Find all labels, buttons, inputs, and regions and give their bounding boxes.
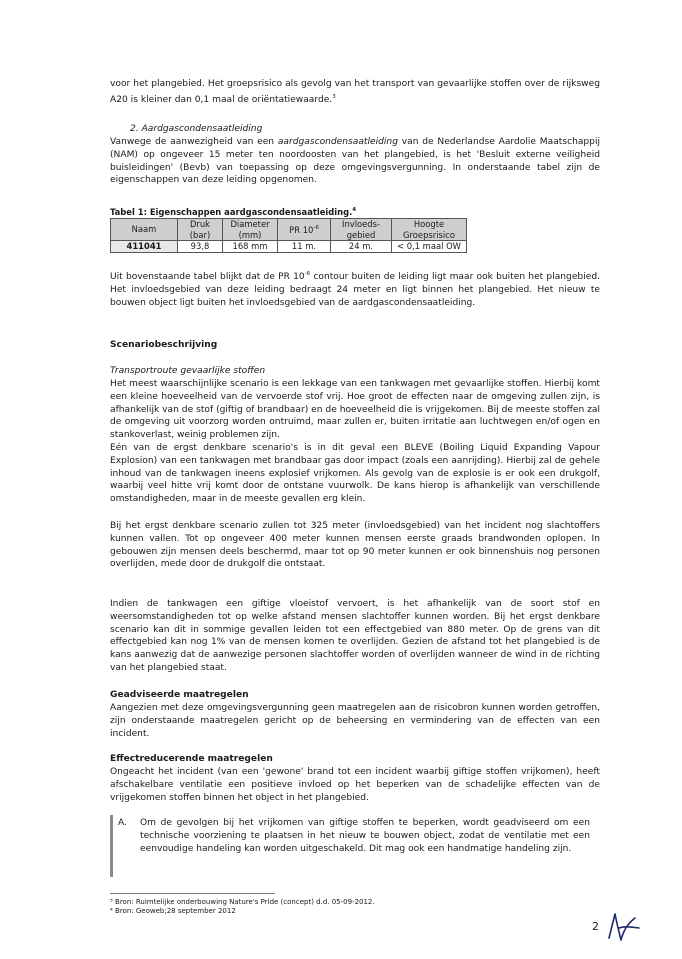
paragraph-pr-contour [110,268,600,309]
page-number: 2 [592,920,599,933]
cell-groepsrisico: < 0,1 maal OW [392,241,467,253]
caption-text: Tabel 1: Eigenschappen aardgascondensaatleiding. [110,207,353,217]
footnote-3: ³ Bron: Ruimtelijke onderbouwing Nature's Pride (concept) d.d. 05-09-2012. [110,898,375,906]
cell-invloedsgebied: 24 m. [331,241,392,253]
header-druk: Druk (bar) [178,219,223,241]
paragraph-ventilatie: Ongeacht het incident (van een 'gewone' brand tot een incident waarbij giftige stoffen vrijkomen), heeft afschakelbare ventilatie een positieve invloed op het beperken van de schadelijke effecten van de vrijgekomen stoffen binnen het object in het plangebied. [110,767,600,803]
scenario-heading: Scenariobeschrijving [110,340,218,350]
cell-pr: 11 m. [278,241,331,253]
footnote-4: ⁴ Bron: Geoweb;28 september 2012 [110,907,236,915]
table-caption [110,207,356,217]
paragraph-text: voor het plangebied. Het groepsrisico als gevolg van het transport van gevaarlijke stoffen over de rijksweg A20 is kleiner dan 0,1 maal de oriëntatiewaarde. [110,79,600,105]
paragraph-emphasis: aardgascondensaatleiding [277,137,398,147]
transport-heading: Transportroute gevaarlijke stoffen [110,366,266,376]
paragraph-text: van de Nederlandse Aardolie Maatschappij (NAM) op ongeveer 15 meter ten noordoosten van het plangebied, is het 'Besluit externe veiligheid buisleidingen' (Bevb) van toepassing op deze omgevingsvergunning. In onderstaande tabel zijn de eigenschappen van deze leiding opgenomen. [110,137,600,186]
list-bar [110,815,113,877]
properties-table [110,218,467,253]
header-naam: Naam [111,219,178,241]
superscript: -6 [304,271,311,277]
effectreducerend-heading: Effectreducerende maatregelen [110,754,273,764]
geadviseerde-heading: Geadviseerde maatregelen [110,690,249,700]
paragraph-aardgas [110,136,600,187]
paragraph-ergst: Bij het ergst denkbare scenario zullen tot 325 meter (invloedsgebied) van het incident nog slachtoffers kunnen vallen. Tot op ongeveer 400 meter kunnen mensen eerste graads brandwonden oplopen. In gebouwen zijn mensen deels beschermd, maar tot op 90 meter kunnen er ook binnenshuis nog personen overlijden, mede door de drukgolf die ontstaat. [110,521,600,570]
header-diameter: Diameter (mm) [223,219,278,241]
paragraph-bleve: Eén van de ergst denkbare scenario's is in dit geval een BLEVE (Boiling Liquid Expanding Vapour Explosion) van een tankwagen met brandbaar gas door impact (zoals een aanrijding). Hierbij zal de gehele inhoud van de tankwagen ineens explosief vrijkomen. Als gevolg van de explosie is er ook een drukgolf, waarbij veel hitte vrij komt door de ontstane vuurwolk. De kans hierop is afhankelijk van verschillende omstandigheden, maar in de meeste gevallen erg klein. [110,443,600,505]
cell-naam: 411041 [111,241,178,253]
paragraph-text: Uit bovenstaande tabel blijkt dat de PR 10 [110,272,305,283]
aardgas-heading: 2. Aardgascondensaatleiding [130,124,263,134]
header-pr [278,219,331,241]
footnote-ref: 4 [352,207,357,214]
footnote-divider [110,893,275,894]
header-groepsrisico: Hoogte Groepsrisico [392,219,467,241]
table-header-row [111,219,467,241]
paragraph-geadviseerd: Aangezien met deze omgevingsvergunning geen maatregelen aan de risicobron kunnen worden getroffen, zijn onderstaande maatregelen gericht op de beheersing en vermindering van de effecten van een incident. [110,703,600,739]
header-invloedsgebied: Invloeds-gebied [331,219,392,241]
paragraph-text: Vanwege de aanwezigheid van een [110,137,278,147]
cell-druk: 93,8 [178,241,223,253]
footnote-ref: 3 [332,93,336,100]
paragraph-text: contour buiten de leiding ligt maar ook buiten het plangebied. Het invloedsgebied van deze leiding bedraagt 24 meter en ligt binnen het plangebied. Het nieuw te bouwen object ligt buiten het invloedsgebied van de aardgascondensaatleiding. [110,272,600,308]
paragraph-groepsrisico [110,78,600,107]
table-row [111,241,467,253]
header-pr-text: PR 10 [289,225,314,236]
paragraph-lekkage: Het meest waarschijnlijke scenario is een lekkage van een tankwagen met gevaarlijke stoffen. Hierbij komt een kleine hoeveelheid van de vervoerde stof vrij. Hoe groot de effecten naar de omgeving zullen zijn, is afhankelijk van de stof (giftig of brandbaar) en de hoeveelheid die is vrijgekomen. Bij de meeste stoffen zal de omgeving uit voorzorg worden ontruimd, maar zullen er, buiten irritatie aan luchtwegen en/of ogen en stankoverlast, weinig problemen zijn. [110,379,600,441]
paragraph-giftig: Indien de tankwagen een giftige vloeistof vervoert, is het afhankelijk van de soort stof en weersomstandigheden tot op welke afstand mensen slachtoffer kunnen worden. Bij het ergst denkbare scenario kan dit in sommige gevallen leiden tot een effectgebied van 880 meter. Op de grens van dit effectgebied kan nog 1% van de mensen komen te overlijden. Gezien de afstand tot het plangebied is de kans aanwezig dat de aanwezige personen slachtoffer worden of overlijden wanneer de wind in de richting van het plangebied staat. [110,599,600,673]
list-label: A. [118,818,127,828]
header-pr-exp: -6 [313,225,319,232]
cell-diameter: 168 mm [223,241,278,253]
list-text: Om de gevolgen bij het vrijkomen van giftige stoffen te beperken, wordt geadviseerd om een technische voorziening te plaatsen in het nieuw te bouwen object, zodat de ventilatie met een eenvoudige handeling kan worden uitgeschakeld. Dit mag ook een handmatige handeling zijn. [140,818,590,854]
initials-signature [605,910,641,944]
